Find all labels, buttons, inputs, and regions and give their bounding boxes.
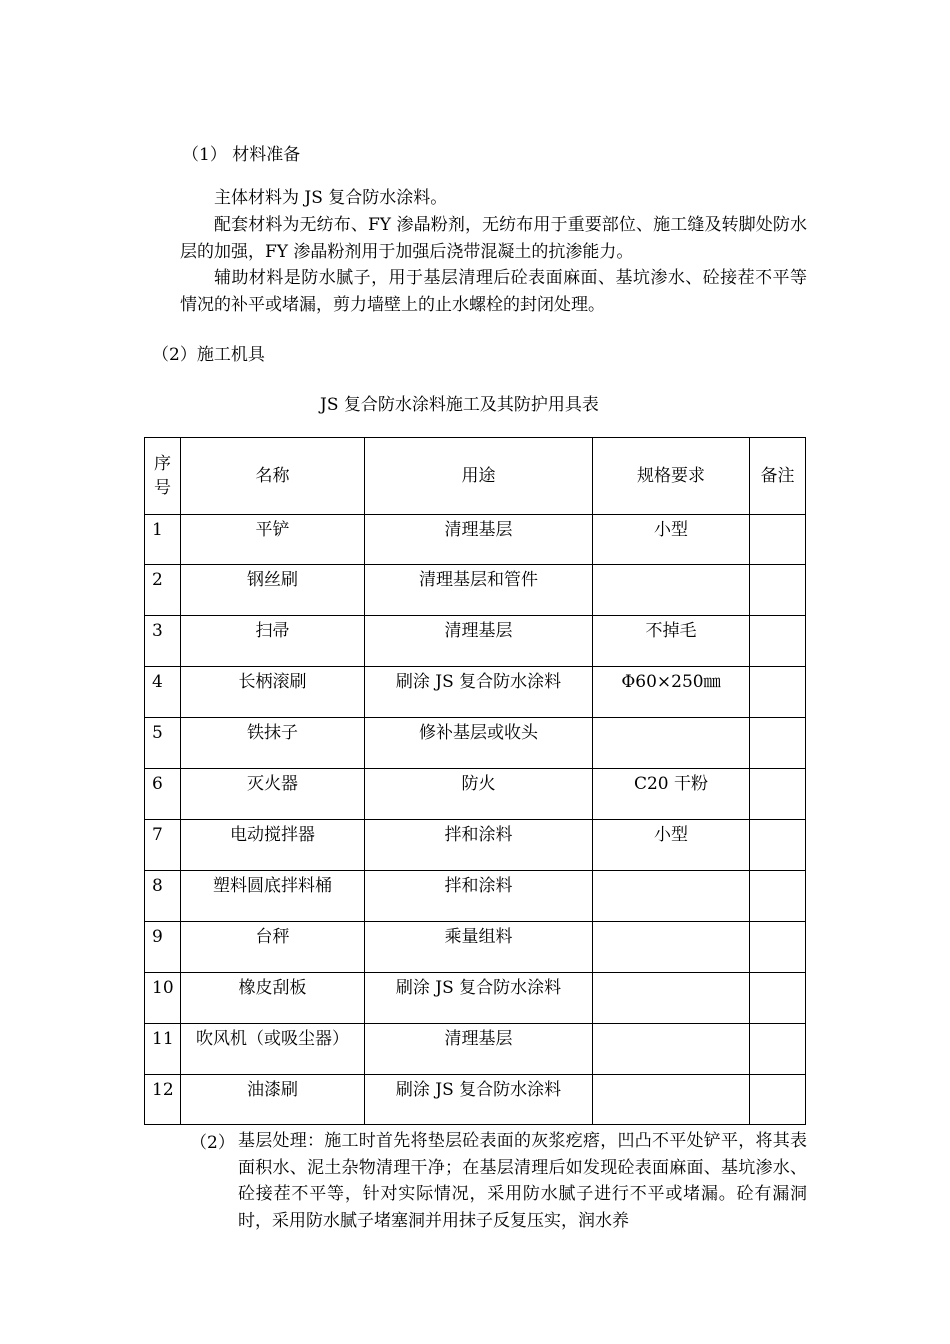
cell-remark xyxy=(750,973,806,1024)
table-row xyxy=(145,973,806,1024)
cell-name: 钢丝刷 xyxy=(181,565,365,616)
cell-name: 铁抹子 xyxy=(181,718,365,769)
cell-name: 长柄滚刷 xyxy=(181,667,365,718)
cell-use: 清理基层 xyxy=(365,616,593,667)
cell-spec xyxy=(593,973,750,1024)
table-row xyxy=(145,718,806,769)
cell-seq: 8 xyxy=(145,871,181,922)
paragraph-main-material: 主体材料为 JS 复合防水涂料。 xyxy=(214,188,448,208)
table-row xyxy=(145,1024,806,1075)
column-header-spec: 规格要求 xyxy=(593,438,750,515)
cell-spec: 小型 xyxy=(593,515,750,565)
cell-remark xyxy=(750,718,806,769)
table-row xyxy=(145,922,806,973)
cell-use: 刷涂 JS 复合防水涂料 xyxy=(365,1075,593,1125)
table-header-row xyxy=(145,438,806,515)
cell-use: 拌和涂料 xyxy=(365,871,593,922)
cell-name: 扫帚 xyxy=(181,616,365,667)
cell-seq: 6 xyxy=(145,769,181,820)
cell-name: 油漆刷 xyxy=(181,1075,365,1125)
cell-name: 电动搅拌器 xyxy=(181,820,365,871)
cell-seq: 11 xyxy=(145,1024,181,1075)
cell-seq: 10 xyxy=(145,973,181,1024)
table-row xyxy=(145,1075,806,1125)
cell-seq: 3 xyxy=(145,616,181,667)
table-row xyxy=(145,565,806,616)
cell-seq: 9 xyxy=(145,922,181,973)
paragraph-supporting-material: 配套材料为无纺布、FY 渗晶粉剂，无纺布用于重要部位、施工缝及转脚处防水层的加强，FY 渗晶粉剂用于加强后浇带混凝土的抗渗能力。 xyxy=(180,215,807,262)
cell-name: 灭火器 xyxy=(181,769,365,820)
cell-name: 塑料圆底拌料桶 xyxy=(181,871,365,922)
table-title: JS 复合防水涂料施工及其防护用具表 xyxy=(320,395,599,415)
cell-use: 拌和涂料 xyxy=(365,820,593,871)
cell-remark xyxy=(750,922,806,973)
cell-remark xyxy=(750,616,806,667)
cell-remark xyxy=(750,871,806,922)
table-row xyxy=(145,515,806,565)
cell-remark xyxy=(750,820,806,871)
tools-table xyxy=(144,437,806,1125)
cell-remark xyxy=(750,1024,806,1075)
cell-seq: 7 xyxy=(145,820,181,871)
section-heading-materials: （1） 材料准备 xyxy=(182,145,301,165)
table-row xyxy=(145,871,806,922)
section-heading-tools: （2）施工机具 xyxy=(152,345,265,365)
cell-seq: 12 xyxy=(145,1075,181,1125)
cell-spec xyxy=(593,565,750,616)
cell-spec: Φ60×250㎜ xyxy=(593,667,750,718)
section-number-base-treatment: （2） xyxy=(190,1133,235,1153)
table-row xyxy=(145,667,806,718)
cell-use: 清理基层 xyxy=(365,515,593,565)
cell-remark xyxy=(750,565,806,616)
paragraph-base-treatment: 基层处理：施工时首先将垫层砼表面的灰浆疙瘩，凹凸不平处铲平，将其表面积水、泥土杂物清理干净；在基层清理后如发现砼表面麻面、基坑渗水、砼接茬不平等，针对实际情况，采用防水腻子进行不平或堵漏。砼有漏洞时，采用防水腻子堵塞洞并用抹子反复压实，润水养 xyxy=(238,1131,807,1231)
cell-seq: 5 xyxy=(145,718,181,769)
cell-use: 乘量组料 xyxy=(365,922,593,973)
table-row xyxy=(145,616,806,667)
cell-seq: 4 xyxy=(145,667,181,718)
table-row xyxy=(145,769,806,820)
cell-use: 防火 xyxy=(365,769,593,820)
cell-spec xyxy=(593,1075,750,1125)
cell-use: 修补基层或收头 xyxy=(365,718,593,769)
cell-name: 平铲 xyxy=(181,515,365,565)
cell-name: 吹风机（或吸尘器） xyxy=(181,1024,365,1075)
cell-spec: 小型 xyxy=(593,820,750,871)
cell-remark xyxy=(750,769,806,820)
column-header-use: 用途 xyxy=(365,438,593,515)
column-header-name: 名称 xyxy=(181,438,365,515)
column-header-remark: 备注 xyxy=(750,438,806,515)
cell-name: 橡皮刮板 xyxy=(181,973,365,1024)
cell-remark xyxy=(750,667,806,718)
cell-name: 台秤 xyxy=(181,922,365,973)
cell-use: 刷涂 JS 复合防水涂料 xyxy=(365,667,593,718)
table-row xyxy=(145,820,806,871)
cell-remark xyxy=(750,515,806,565)
cell-spec: C20 干粉 xyxy=(593,769,750,820)
column-header-seq: 序号 xyxy=(145,438,181,515)
cell-spec xyxy=(593,1024,750,1075)
cell-spec xyxy=(593,871,750,922)
cell-use: 清理基层 xyxy=(365,1024,593,1075)
paragraph-auxiliary-material: 辅助材料是防水腻子，用于基层清理后砼表面麻面、基坑渗水、砼接茬不平等情况的补平或堵漏，剪力墙壁上的止水螺栓的封闭处理。 xyxy=(180,268,807,315)
cell-remark xyxy=(750,1075,806,1125)
cell-spec xyxy=(593,718,750,769)
cell-use: 刷涂 JS 复合防水涂料 xyxy=(365,973,593,1024)
cell-use: 清理基层和管件 xyxy=(365,565,593,616)
cell-seq: 2 xyxy=(145,565,181,616)
cell-spec xyxy=(593,922,750,973)
cell-spec: 不掉毛 xyxy=(593,616,750,667)
cell-seq: 1 xyxy=(145,515,181,565)
